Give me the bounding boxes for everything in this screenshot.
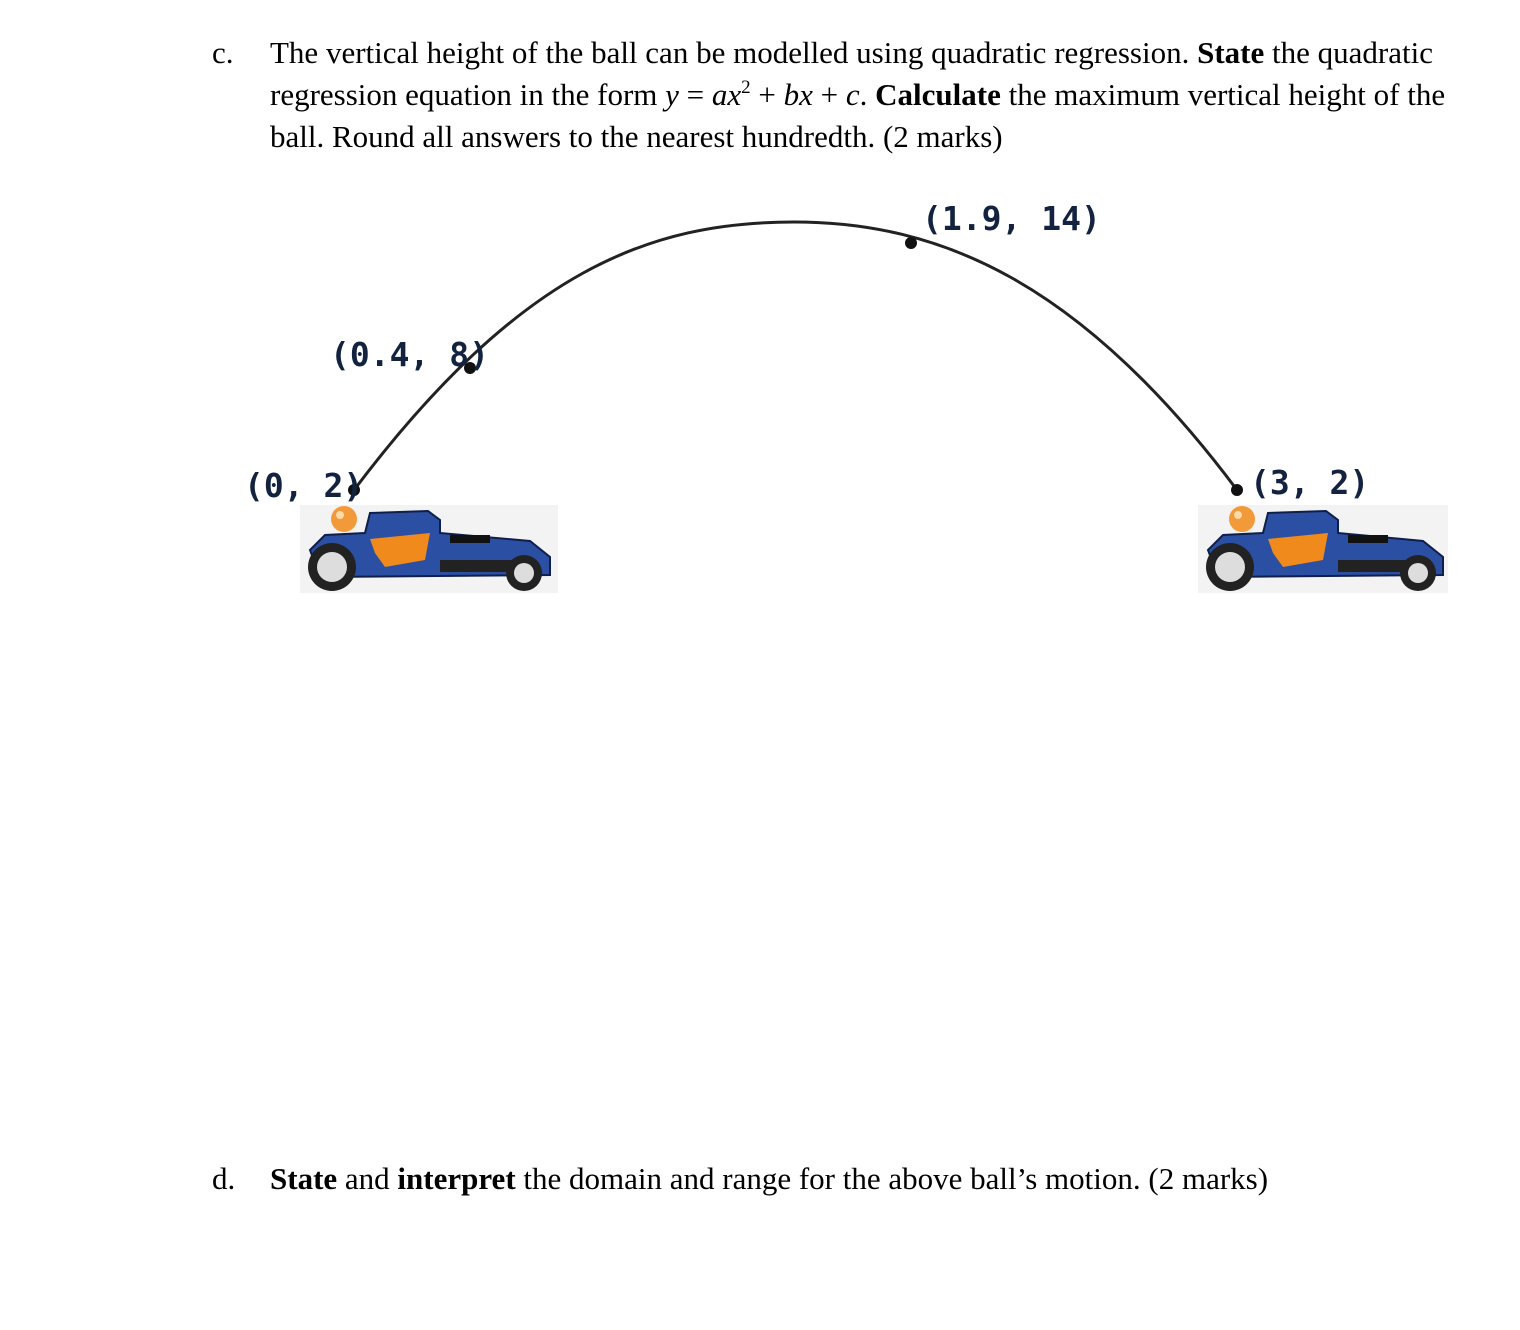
point-label-0.4-8: (0.4, 8) bbox=[330, 335, 489, 374]
car-left bbox=[300, 505, 558, 593]
question-c-text: The vertical height of the ball can be modelled using quadratic regression. State the quadratic regression equation in the form $y = ax^2$ + bx + c. Calculate the maximum vertical height of the ball. Round all answers to the nearest hundredth. (2 marks) bbox=[270, 35, 1446, 154]
question-d-text: State and interpret the domain and range for the above ball’s motion. (2 marks) bbox=[270, 1161, 1269, 1196]
question-c-letter: c. bbox=[212, 35, 234, 70]
question-d-letter: d. bbox=[212, 1161, 236, 1196]
point-label-3-2: (3, 2) bbox=[1250, 463, 1370, 502]
calculate-keyword: Calculate bbox=[875, 77, 1001, 112]
interpret-keyword: interpret bbox=[397, 1161, 516, 1196]
ball-icon bbox=[1229, 506, 1255, 532]
car-right bbox=[1198, 505, 1448, 593]
point-3-2 bbox=[1231, 484, 1243, 496]
point-1.9-14 bbox=[905, 237, 917, 249]
point-label-1.9-14: (1.9, 14) bbox=[922, 199, 1101, 238]
quadratic-equation: $y = ax^2$ + bx + c bbox=[665, 77, 860, 112]
state-keyword: State bbox=[1197, 35, 1265, 70]
point-label-0-2: (0, 2) bbox=[244, 466, 364, 505]
state-keyword: State bbox=[270, 1161, 338, 1196]
ball-icon bbox=[331, 506, 357, 532]
